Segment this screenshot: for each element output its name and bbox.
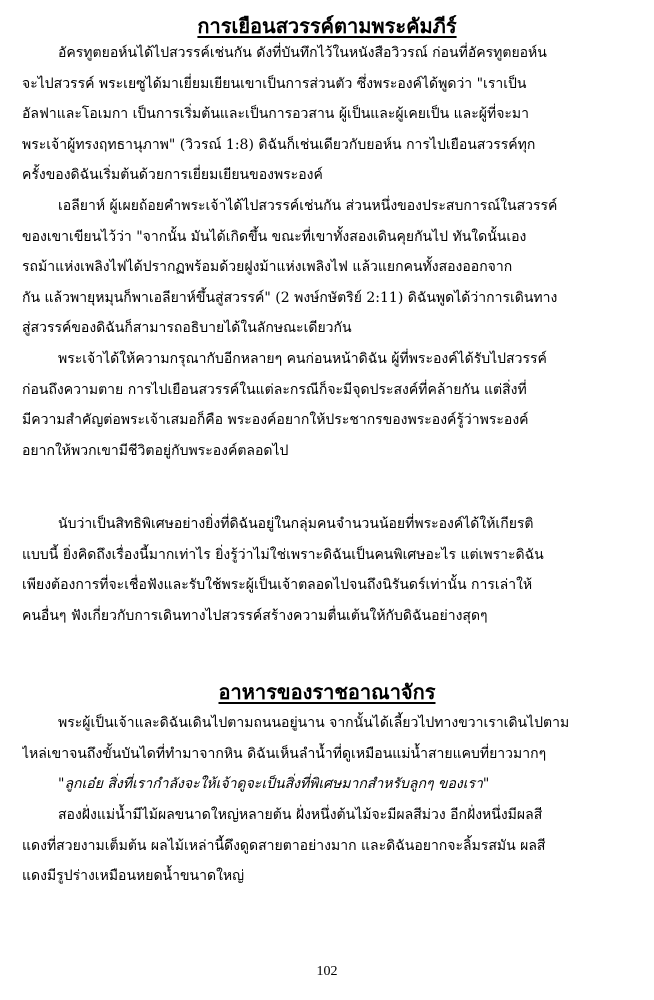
text-line: สู่สวรรค์ของดิฉันก็สามารถอธิบายได้ในลักษณะเดียวกัน: [22, 320, 352, 336]
text-line: คนอื่นๆ ฟังเกี่ยวกับการเดินทางไปสวรรค์สร้างความตื่นเต้นให้กับดิฉันอย่างสุดๆ: [22, 607, 488, 624]
paragraph-privilege: [22, 509, 634, 631]
text-line: เพียงต้องการที่จะเชื่อฟังและรับใช้พระผู้เป็นเจ้าตลอดไปจนถึงนิรันดร์เท่านั้น การเล่าให้: [22, 577, 533, 593]
text-line: พระเจ้าผู้ทรงฤทธานุภาพ" (วิวรณ์ 1:8) ดิฉันก็เช่นเดียวกับยอห์น การไปเยือนสวรรค์ทุก: [22, 136, 536, 153]
section-title-kingdom-food: อาหารของราชอาณาจักร: [218, 680, 436, 704]
page-number: 102: [316, 964, 338, 979]
text-line: พระเจ้าได้ให้ความกรุณากับอีกหลายๆ คนก่อนหน้าดิฉัน ผู้ที่พระองค์ได้รับไปสวรรค์: [58, 351, 547, 367]
text-line: พระผู้เป็นเจ้าและดิฉันเดินไปตามถนนอยู่นาน จากนั้นได้เลี้ยวไปทางขวาเราเดินไปตาม: [58, 715, 570, 731]
text-line: จะไปสวรรค์ พระเยซูได้มาเยี่ยมเยียนเขาเป็นการส่วนตัว ซึ่งพระองค์ได้พูดว่า "เราเป็น: [22, 75, 527, 92]
text-line: รถม้าแห่งเพลิงไฟได้ปรากฏพร้อมด้วยฝูงม้าแห่งเพลิงไฟ แล้วแยกคนทั้งสองออกจาก: [22, 259, 513, 275]
text-line: อัลฟาและโอเมกา เป็นการเริ่มต้นและเป็นการอวสาน ผู้เป็นและผู้เคยเป็น และผู้ที่จะมา: [22, 106, 530, 122]
paragraph-walk: [22, 708, 634, 800]
text-line: อยากให้พวกเขามีชีวิตอยู่กับพระองค์ตลอดไป: [22, 442, 289, 459]
text-line: แดงที่สวยงามเต็มต้น ผลไม้เหล่านี้ดึงดูดสายตาอย่างมาก และดิฉันอยากจะลิ้มรสมัน ผลสี: [22, 837, 546, 854]
text-line: มีความสำคัญต่อพระเจ้าเสมอก็คือ พระองค์อยากให้ประชากรของพระองค์รู้ว่าพระองค์: [22, 412, 529, 428]
text-line: แบบนี้ ยิ่งคิดถึงเรื่องนี้มากเท่าไร ยิ่งรู้ว่าไม่ใช่เพราะดิฉันเป็นคนพิเศษอะไร แต่เพราะดิฉัน: [22, 546, 544, 563]
paragraph-others: [22, 344, 634, 466]
paragraph-john: [22, 38, 634, 191]
text-line: อัครทูตยอห์นได้ไปสวรรค์เช่นกัน ดังที่บันทึกไว้ในหนังสือวิวรณ์ ก่อนที่อัครทูตยอห์น: [58, 45, 547, 61]
paragraph-fruit-trees: [22, 800, 634, 892]
text-line: กัน แล้วพายุหมุนก็พาเอลียาห์ขึ้นสู่สวรรค์" (2 พงษ์กษัตริย์ 2:11) ดิฉันพูดได้ว่าการเดินทาง: [22, 289, 558, 306]
text-line: สองฝั่งแม่น้ำมีไม้ผลขนาดใหญ่หลายต้น ฝั่งหนึ่งต้นไม้จะมีผลสีม่วง อีกฝั่งหนึ่งมีผลสี: [58, 807, 543, 823]
text-line: เอลียาห์ ผู้เผยถ้อยคำพระเจ้าได้ไปสวรรค์เช่นกัน ส่วนหนึ่งของประสบการณ์ในสวรรค์: [58, 198, 558, 214]
paragraph-elijah: [22, 191, 634, 344]
text-line: ไหล่เขาจนถึงขั้นบันไดที่ทำมาจากหิน ดิฉันเห็นลำน้ำที่ดูเหมือนแม่น้ำสายแคบที่ยาวมากๆ: [22, 745, 547, 762]
text-line: แดงมีรูปร่างเหมือนหยดน้ำขนาดใหญ่: [22, 868, 245, 884]
section-title-heaven-visits: การเยือนสวรรค์ตามพระคัมภีร์: [197, 14, 457, 38]
text-line: นับว่าเป็นสิทธิพิเศษอย่างยิ่งที่ดิฉันอยู่ในกลุ่มคนจำนวนน้อยที่พระองค์ได้ให้เกียรติ: [58, 516, 534, 532]
text-line: ของเขาเขียนไว้ว่า "จากนั้น มันได้เกิดขึ้น ขณะที่เขาทั้งสองเดินคุยกันไป ทันใดนั้นเอง: [22, 228, 527, 245]
quote-line: "ลูกเอ๋ย สิ่งที่เรากำลังจะให้เจ้าดูจะเป็นสิ่งที่พิเศษมากสำหรับลูกๆ ของเรา": [58, 776, 490, 792]
text-line: ก่อนถึงความตาย การไปเยือนสวรรค์ในแต่ละกรณีก็จะมีจุดประสงค์ที่คล้ายกัน แต่สิ่งที่: [22, 381, 527, 398]
text-line: ครั้งของดิฉันเริ่มต้นด้วยการเยี่ยมเยียนของพระองค์: [22, 167, 323, 183]
